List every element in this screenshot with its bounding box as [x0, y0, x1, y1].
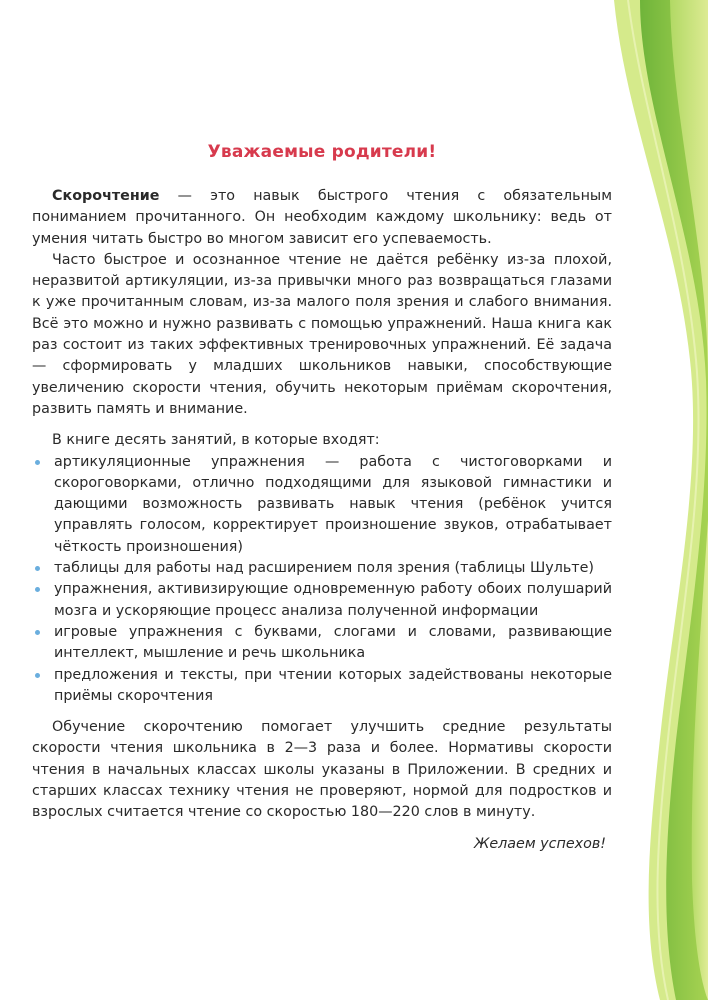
list-item	[32, 452, 612, 558]
bullet-list	[32, 452, 612, 708]
list-item-text: таблицы для работы над расширением поля зрения (таблицы Шульте)	[54, 560, 595, 577]
closing-wish: Желаем успехов!	[473, 835, 606, 852]
list-intro: В книге десять занятий, в которые входят:	[52, 432, 380, 449]
list-item-text: артикуляционные упражнения — работа с чистоговорками и скороговорками, отлично подходящими для языковой гимнастики и дающими возможность развивать навык чтения (ребёнок учится управлять голосом, корректирует произношение звуков, отрабатывает чёткость произношения)	[54, 453, 612, 555]
list-item	[32, 665, 612, 708]
list-item-text: упражнения, активизирующие одновременную работу обоих полушарий мозга и ускоряющие процесс анализа полученной информации	[54, 581, 612, 619]
list-item-text: игровые упражнения с буквами, слогами и словами, развивающие интеллект, мышление и речь школьника	[54, 623, 612, 662]
list-item	[32, 579, 612, 622]
paragraph-2: Часто быстрое и осознанное чтение не даётся ребёнку из-за плохой, неразвитой артикуляции, из-за привычки много раз возвращаться глазами к уже прочитанным словам, из-за малого поля зрения и слабого внимания. Всё это можно и нужно развивать с помощью упражнений. Наша книга как раз состоит из таких эффективных тренировочных упражнений. Её задача — сформировать у младших школьников навыки, способствующие увеличению скорости чтения, обучить некоторым приёмам скорочтения, развить память и внимание.	[32, 251, 612, 417]
intro-term: Скорочтение	[52, 188, 160, 204]
bullet-dot-icon	[35, 673, 40, 678]
bullet-dot-icon	[35, 587, 40, 592]
page-title: Уважаемые родители!	[207, 142, 437, 162]
list-item	[32, 622, 612, 665]
bullet-dot-icon	[35, 460, 40, 465]
bullet-dot-icon	[35, 630, 40, 635]
final-paragraph: Обучение скорочтению помогает улучшить средние результаты скорости чтения школьника в 2—3 раза и более. Нормативы скорости чтения в начальных классах школы указаны в Приложении. В средних и старших классах технику чтения не проверяют, нормой для подростков и взрослых считается чтение со скоростью 180—220 слов в минуту.	[32, 719, 612, 821]
list-item-text: предложения и тексты, при чтении которых задействованы некоторые приёмы скорочтения	[54, 666, 612, 704]
body-text	[32, 186, 612, 855]
intro-paragraph	[32, 186, 612, 250]
bullet-dot-icon	[35, 566, 40, 571]
list-item	[32, 558, 612, 579]
intro-text: — это навык быстрого чтения с обязательным пониманием прочитанного. Он необходим каждому школьнику: ведь от умения читать быстро во многом зависит его успеваемость.	[32, 188, 612, 247]
